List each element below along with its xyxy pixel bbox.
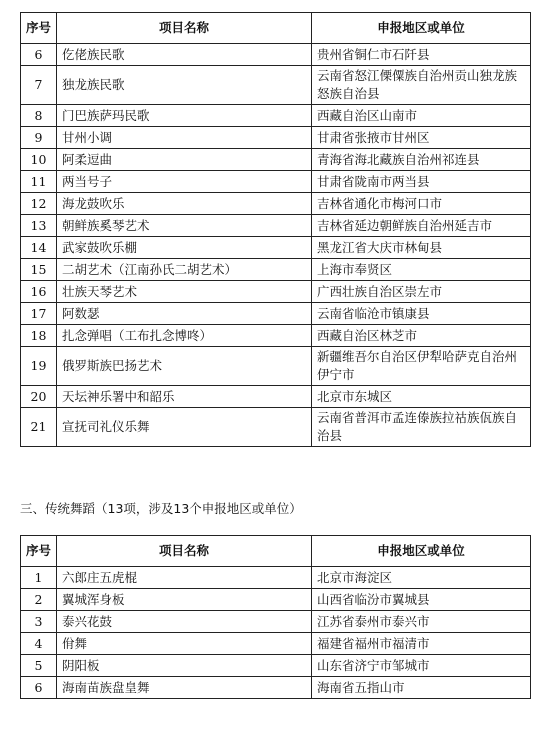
row-serial-number: 7 xyxy=(21,66,57,105)
row-serial-number: 14 xyxy=(21,237,57,259)
table-row xyxy=(21,105,531,127)
row-project-name: 阴阳板 xyxy=(57,655,312,677)
header-serial-number: 序号 xyxy=(21,13,57,44)
row-applicant-region: 吉林省通化市梅河口市 xyxy=(312,193,531,215)
row-serial-number: 1 xyxy=(21,567,57,589)
table-row xyxy=(21,237,531,259)
row-serial-number: 3 xyxy=(21,611,57,633)
row-serial-number: 21 xyxy=(21,408,57,447)
row-applicant-region: 新疆维吾尔自治区伊犁哈萨克自治州伊宁市 xyxy=(312,347,531,386)
table-row xyxy=(21,611,531,633)
table-row xyxy=(21,215,531,237)
row-project-name: 门巴族萨玛民歌 xyxy=(57,105,312,127)
header-serial-number: 序号 xyxy=(21,536,57,567)
row-serial-number: 4 xyxy=(21,633,57,655)
row-serial-number: 20 xyxy=(21,386,57,408)
table-row xyxy=(21,677,531,699)
row-serial-number: 15 xyxy=(21,259,57,281)
row-project-name: 阿柔逗曲 xyxy=(57,149,312,171)
row-applicant-region: 西藏自治区林芝市 xyxy=(312,325,531,347)
row-serial-number: 5 xyxy=(21,655,57,677)
row-serial-number: 18 xyxy=(21,325,57,347)
row-applicant-region: 云南省普洱市孟连傣族拉祜族佤族自治县 xyxy=(312,408,531,447)
row-project-name: 俄罗斯族巴扬艺术 xyxy=(57,347,312,386)
row-serial-number: 17 xyxy=(21,303,57,325)
header-applicant-region: 申报地区或单位 xyxy=(312,13,531,44)
row-project-name: 翼城浑身板 xyxy=(57,589,312,611)
table-row xyxy=(21,44,531,66)
table-row xyxy=(21,171,531,193)
table-row xyxy=(21,408,531,447)
table-header-row xyxy=(21,536,531,567)
row-serial-number: 12 xyxy=(21,193,57,215)
table-row xyxy=(21,589,531,611)
row-project-name: 海南苗族盘皇舞 xyxy=(57,677,312,699)
row-applicant-region: 贵州省铜仁市石阡县 xyxy=(312,44,531,66)
row-applicant-region: 江苏省泰州市泰兴市 xyxy=(312,611,531,633)
row-project-name: 二胡艺术（江南孙氏二胡艺术） xyxy=(57,259,312,281)
row-project-name: 宣抚司礼仪乐舞 xyxy=(57,408,312,447)
table-row xyxy=(21,303,531,325)
row-applicant-region: 广西壮族自治区崇左市 xyxy=(312,281,531,303)
music-project-table xyxy=(20,12,531,447)
row-serial-number: 8 xyxy=(21,105,57,127)
row-project-name: 朝鲜族奚琴艺术 xyxy=(57,215,312,237)
row-applicant-region: 黑龙江省大庆市林甸县 xyxy=(312,237,531,259)
row-project-name: 阿数瑟 xyxy=(57,303,312,325)
row-project-name: 海龙鼓吹乐 xyxy=(57,193,312,215)
dance-project-table xyxy=(20,535,531,699)
row-project-name: 甘州小调 xyxy=(57,127,312,149)
row-serial-number: 10 xyxy=(21,149,57,171)
header-applicant-region: 申报地区或单位 xyxy=(312,536,531,567)
row-project-name: 六郎庄五虎棍 xyxy=(57,567,312,589)
row-serial-number: 13 xyxy=(21,215,57,237)
row-serial-number: 9 xyxy=(21,127,57,149)
row-applicant-region: 山西省临汾市翼城县 xyxy=(312,589,531,611)
row-applicant-region: 青海省海北藏族自治州祁连县 xyxy=(312,149,531,171)
row-project-name: 扎念弹唱（工布扎念博咚） xyxy=(57,325,312,347)
table-header-row xyxy=(21,13,531,44)
row-project-name: 天坛神乐署中和韶乐 xyxy=(57,386,312,408)
table-row xyxy=(21,127,531,149)
row-applicant-region: 山东省济宁市邹城市 xyxy=(312,655,531,677)
row-project-name: 壮族天琴艺术 xyxy=(57,281,312,303)
row-applicant-region: 西藏自治区山南市 xyxy=(312,105,531,127)
table-row xyxy=(21,655,531,677)
table-row xyxy=(21,386,531,408)
row-applicant-region: 吉林省延边朝鲜族自治州延吉市 xyxy=(312,215,531,237)
row-applicant-region: 海南省五指山市 xyxy=(312,677,531,699)
row-serial-number: 2 xyxy=(21,589,57,611)
table-row xyxy=(21,567,531,589)
row-project-name: 佾舞 xyxy=(57,633,312,655)
row-applicant-region: 上海市奉贤区 xyxy=(312,259,531,281)
row-project-name: 武家鼓吹乐棚 xyxy=(57,237,312,259)
row-serial-number: 6 xyxy=(21,44,57,66)
row-serial-number: 11 xyxy=(21,171,57,193)
section-heading: 三、传统舞蹈（13项，涉及13个申报地区或单位） xyxy=(20,501,302,516)
row-serial-number: 19 xyxy=(21,347,57,386)
table-row xyxy=(21,325,531,347)
row-project-name: 两当号子 xyxy=(57,171,312,193)
table-row xyxy=(21,149,531,171)
row-applicant-region: 甘肃省张掖市甘州区 xyxy=(312,127,531,149)
row-serial-number: 6 xyxy=(21,677,57,699)
row-applicant-region: 北京市海淀区 xyxy=(312,567,531,589)
row-applicant-region: 福建省福州市福清市 xyxy=(312,633,531,655)
row-serial-number: 16 xyxy=(21,281,57,303)
row-project-name: 独龙族民歌 xyxy=(57,66,312,105)
table-row xyxy=(21,193,531,215)
row-project-name: 泰兴花鼓 xyxy=(57,611,312,633)
row-applicant-region: 云南省怒江傈僳族自治州贡山独龙族怒族自治县 xyxy=(312,66,531,105)
table-row xyxy=(21,259,531,281)
header-project-name: 项目名称 xyxy=(57,536,312,567)
row-applicant-region: 北京市东城区 xyxy=(312,386,531,408)
table-row xyxy=(21,347,531,386)
row-project-name: 仡佬族民歌 xyxy=(57,44,312,66)
table-row xyxy=(21,633,531,655)
row-applicant-region: 云南省临沧市镇康县 xyxy=(312,303,531,325)
table-row xyxy=(21,281,531,303)
row-applicant-region: 甘肃省陇南市两当县 xyxy=(312,171,531,193)
header-project-name: 项目名称 xyxy=(57,13,312,44)
table-row xyxy=(21,66,531,105)
